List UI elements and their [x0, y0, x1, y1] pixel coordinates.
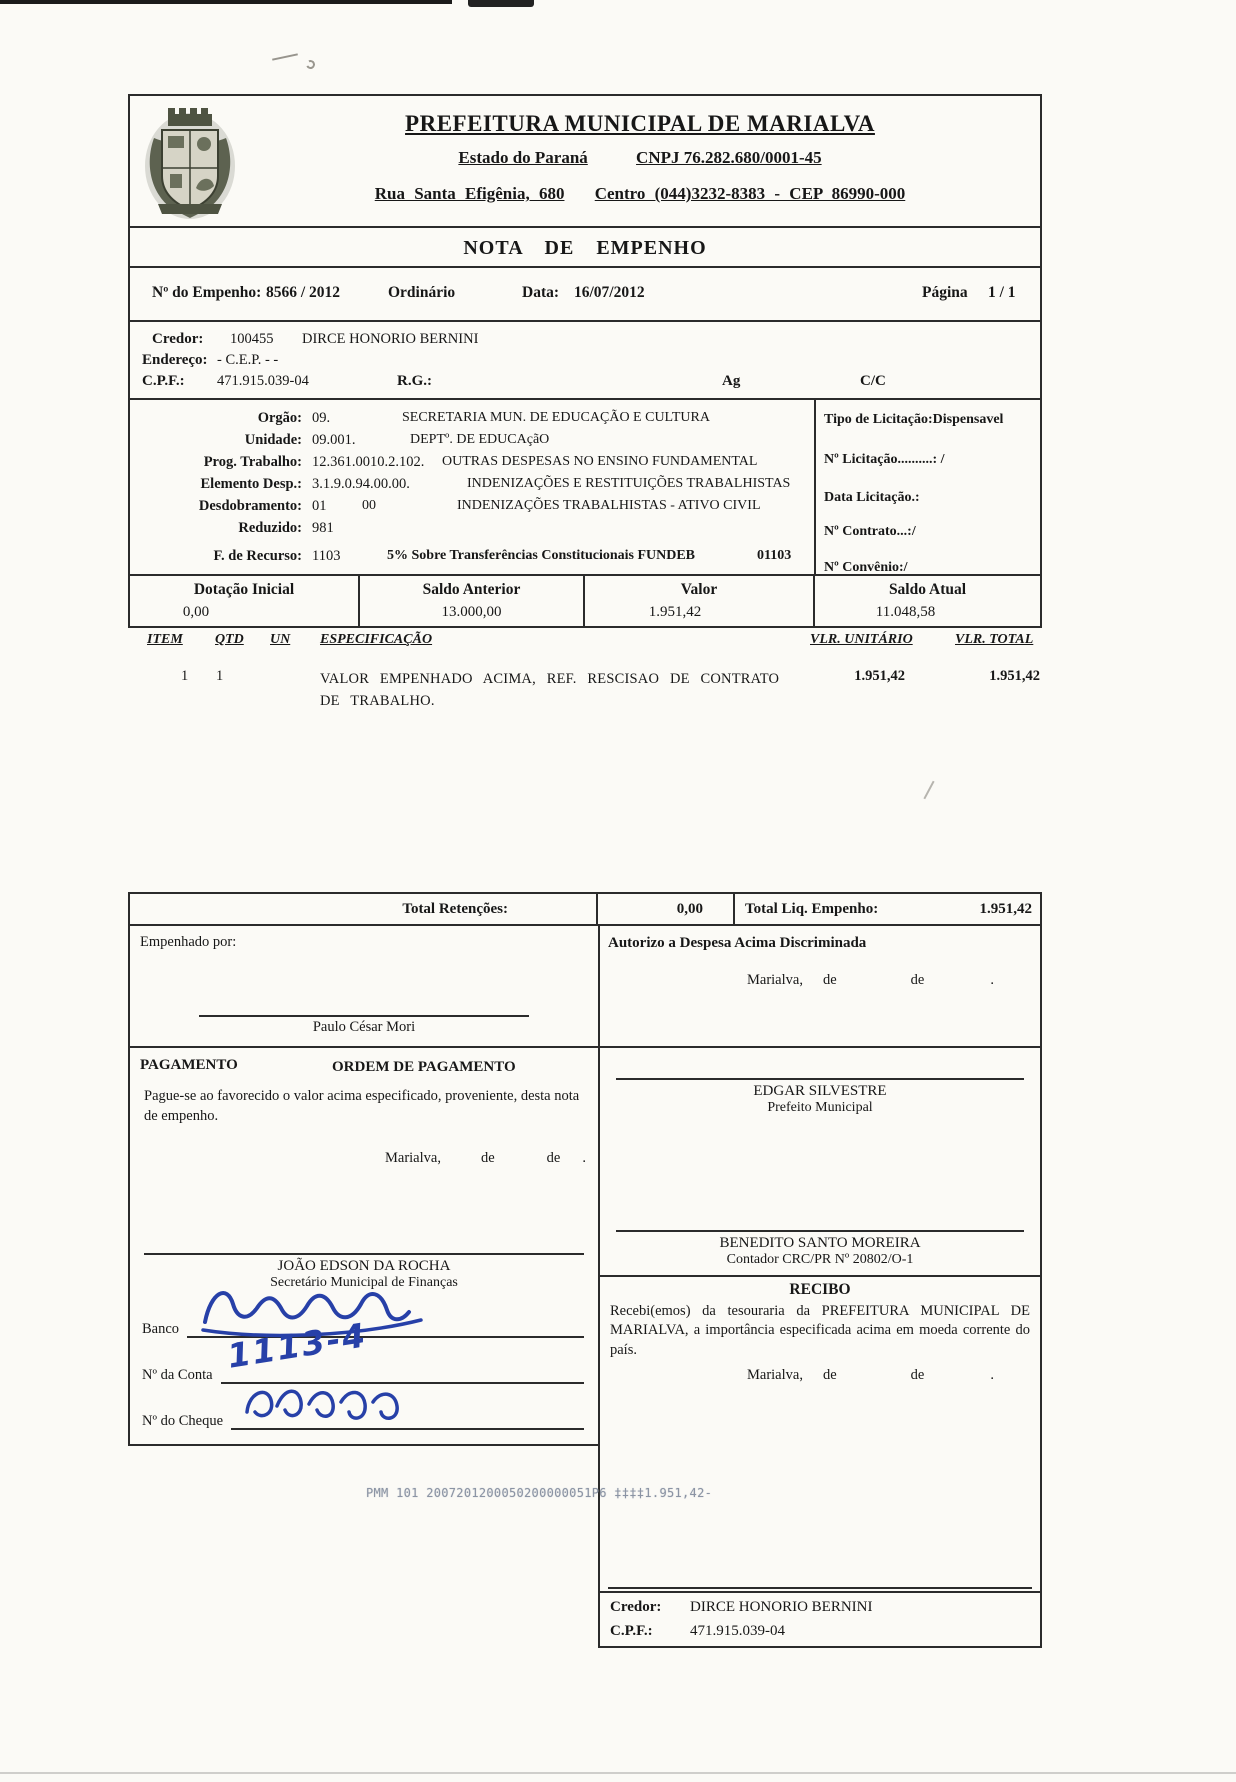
unidade-description: DEPTº. DE EDUCAçãO [410, 432, 550, 447]
autorizacao-date-line [600, 972, 1040, 989]
saldo-atual-header: Saldo Atual [888, 581, 967, 598]
contador-signature-block [600, 1230, 1040, 1269]
recibo-credor-box [598, 1593, 1042, 1648]
de-label: de [822, 1366, 837, 1383]
conta-number-handwriting: 1113-4 [224, 1315, 370, 1376]
valor-value: 1.951,42 [648, 603, 702, 620]
licitacao-data: Data Licitação.: [824, 490, 920, 505]
prog-trabalho-description: OUTRAS DESPESAS NO ENSINO FUNDAMENTAL [442, 454, 758, 469]
creditor-label: Credor: [152, 331, 204, 347]
conta-fill-line [221, 1370, 584, 1384]
prefeito-signature-block [600, 1078, 1040, 1117]
scan-artifact-bottom-line [0, 1772, 1236, 1774]
liquido-value: 1.951,42 [979, 901, 1032, 917]
secretario-role: Secretário Municipal de Finanças [270, 1275, 458, 1291]
page-label: Página [922, 284, 968, 301]
recibo-cpf-value: 471.915.039-04 [690, 1623, 785, 1639]
elemento-code: 3.1.9.0.94.00.00. [312, 476, 410, 492]
totals-row [128, 892, 1042, 926]
pen-mark-artifact [272, 53, 298, 60]
elemento-row [130, 476, 814, 496]
recibo-title: RECIBO [789, 1281, 851, 1298]
cpf-label: C.P.F.: [142, 373, 185, 389]
recibo-box [598, 1277, 1042, 1593]
ordem-pagamento-title: ORDEM DE PAGAMENTO [332, 1059, 516, 1075]
period-mark: . [582, 1150, 586, 1166]
dot-matrix-footer-line: PMM 101 2007201200050200000051P6 ‡‡‡‡1.951,42- [366, 1486, 713, 1500]
contador-signature-line [616, 1230, 1024, 1232]
autorizacao-box [598, 926, 1042, 1048]
retencoes-value: 0,00 [676, 901, 703, 917]
secretario-name: JOÃO EDSON DA ROCHA [277, 1258, 451, 1275]
valor-cell [585, 576, 815, 626]
desdobramento-code1: 01 [312, 498, 327, 514]
item-total-value: 1.951,42 [989, 668, 1040, 684]
recibo-credor-row [610, 1598, 1040, 1622]
cpf-value: 471.915.039-04 [217, 373, 309, 389]
items-table-body [128, 654, 1042, 892]
pen-mark-artifact [305, 59, 317, 71]
prog-trabalho-row [130, 454, 814, 474]
scan-artifact-top-blob [468, 0, 534, 7]
secretario-signature-line [144, 1253, 584, 1255]
left-column [128, 926, 598, 1446]
banco-fill-line [187, 1324, 584, 1338]
document-type-bar [130, 228, 1040, 268]
contador-role: Contador CRC/PR Nº 20802/O-1 [726, 1252, 914, 1268]
recibo-credor-label: Credor: [610, 1599, 662, 1615]
balances-table [130, 576, 1040, 626]
saldo-atual-cell [815, 576, 1040, 626]
dotacao-inicial-value: 0,00 [182, 603, 210, 620]
reduzido-row [130, 520, 814, 540]
orgao-label: Orgão: [257, 410, 302, 426]
valor-header: Valor [680, 581, 718, 598]
items-table-header [128, 628, 1042, 654]
de-label: de [822, 972, 837, 988]
date-label: Data: [522, 284, 560, 301]
elemento-description: INDENIZAÇÕES E RESTITUIÇÕES TRABALHISTAS [467, 476, 791, 491]
empenhado-signer-name: Paulo César Mori [312, 1019, 416, 1036]
orgao-row [130, 410, 814, 430]
state-and-cnpj-line [240, 148, 1040, 168]
unidade-row [130, 432, 814, 452]
city-label: Marialva, [747, 1366, 803, 1383]
budget-classification-block [130, 400, 1040, 576]
page-value: 1 / 1 [988, 284, 1016, 301]
dotacao-inicial-cell [130, 576, 360, 626]
pagamento-label: PAGAMENTO [140, 1057, 238, 1073]
autorizacao-title: Autorizo a Despesa Acima Discriminada [608, 935, 867, 951]
recibo-date-line [600, 1367, 1040, 1384]
creditor-block [130, 322, 1040, 400]
orgao-code: 09. [312, 410, 331, 426]
period-mark: . [990, 972, 994, 988]
un-col-header: UN [270, 632, 291, 647]
dotacao-inicial-header: Dotação Inicial [193, 581, 295, 598]
fonte-recurso-label: F. de Recurso: [213, 548, 302, 564]
city-label: Marialva, [385, 1150, 441, 1166]
date-value: 16/07/2012 [574, 284, 645, 301]
vlr-unitario-col-header: VLR. UNITÁRIO [810, 632, 913, 647]
document-type-title: NOTA DE EMPENHO [463, 237, 707, 259]
scan-artifact-top-line [0, 0, 452, 4]
vlr-total-col-header: VLR. TOTAL [955, 632, 1034, 647]
licitacao-numero: Nº Licitação..........: / [824, 452, 945, 467]
contador-name: BENEDITO SANTO MOREIRA [719, 1235, 921, 1252]
licitacao-panel [814, 400, 1042, 574]
pagamento-text: Pague-se ao favorecido o valor acima especificado, proveniente, desta nota de empenho. [144, 1088, 580, 1124]
city-label: Marialva, [747, 972, 803, 988]
letterhead-text [240, 96, 1040, 204]
item-specification: VALOR EMPENHADO ACIMA, REF. RESCISAO DE CONTRATO DE TRABALHO. [320, 671, 780, 710]
fonte-recurso-description: 5% Sobre Transferências Constitucionais FUNDEB [387, 548, 696, 563]
item-unit-value: 1.951,42 [854, 668, 905, 684]
municipality-title: PREFEITURA MUNICIPAL DE MARIALVA [405, 111, 875, 136]
fonte-recurso-row [130, 548, 814, 568]
recibo-cpf-row [610, 1622, 1040, 1646]
saldo-anterior-cell [360, 576, 585, 626]
desdobramento-code2: 00 [362, 498, 376, 513]
address-label: Endereço: [142, 352, 208, 368]
empenhado-por-label: Empenhado por: [140, 934, 237, 950]
item-quantity: 1 [216, 668, 224, 684]
address-line [240, 184, 1040, 204]
signatures-grid [128, 926, 1042, 1648]
recibo-signature-line [608, 1587, 1032, 1589]
prefeito-contador-box [598, 1048, 1042, 1277]
contrato-numero: Nº Contrato...:/ [824, 524, 916, 539]
item-number: 1 [181, 668, 189, 684]
contact-info: Centro (044)3232-8383 - CEP 86990-000 [594, 183, 906, 203]
liquido-cell [735, 894, 1040, 924]
unidade-label: Unidade: [244, 432, 302, 448]
reduzido-value: 981 [312, 520, 334, 536]
upper-bordered-block [128, 94, 1042, 628]
agency-label: Ag [722, 373, 741, 389]
recibo-text: Recebi(emos) da tesouraria da PREFEITURA MUNICIPAL DE MARIALVA, a importância especificada acima em moeda corrente do país. [610, 1302, 1030, 1359]
letterhead [130, 96, 1040, 228]
state-label: Estado do Paraná [458, 147, 588, 167]
banco-field [142, 1316, 584, 1338]
empenho-type: Ordinário [388, 284, 456, 301]
convenio-numero: Nº Convênio:/ [824, 560, 908, 575]
saldo-anterior-value: 13.000,00 [441, 603, 502, 620]
empenho-number-label: Nº do Empenho: [152, 284, 262, 301]
empenho-number: 8566 / 2012 [266, 284, 341, 301]
municipal-coat-of-arms-logo [144, 104, 236, 220]
creditor-code: 100455 [230, 331, 274, 347]
account-label: C/C [860, 373, 886, 389]
saldo-atual-value: 11.048,58 [875, 603, 936, 620]
de-label: de [480, 1150, 495, 1166]
empenhado-signature-line [199, 1015, 529, 1017]
empenhado-por-box [128, 926, 598, 1048]
licitacao-tipo: Tipo de Licitação:Dispensavel [824, 412, 1004, 427]
cnpj-value: CNPJ 76.282.680/0001-45 [636, 147, 822, 167]
banco-label: Banco [142, 1320, 180, 1337]
right-column [598, 926, 1042, 1648]
prefeito-signature-line [616, 1078, 1024, 1080]
address-value: - C.E.P. - - [217, 352, 279, 368]
creditor-name: DIRCE HONORIO BERNINI [302, 331, 479, 347]
nota-de-empenho-document [128, 94, 1042, 1648]
pagamento-date-line [130, 1150, 598, 1167]
desdobramento-description: INDENIZAÇÕES TRABALHISTAS - ATIVO CIVIL [457, 498, 761, 513]
retencoes-value-cell [598, 894, 735, 924]
desdobramento-label: Desdobramento: [198, 498, 302, 514]
fonte-recurso-code: 1103 [312, 548, 341, 564]
de-label: de [910, 972, 925, 988]
prefeito-name: EDGAR SILVESTRE [753, 1083, 887, 1099]
reduzido-label: Reduzido: [238, 520, 302, 536]
cheque-field [142, 1408, 584, 1430]
elemento-label: Elemento Desp.: [200, 476, 302, 492]
pagamento-box [128, 1048, 598, 1446]
item-col-header: ITEM [147, 632, 183, 647]
conta-label: Nº da Conta [142, 1366, 213, 1383]
recibo-cpf-label: C.P.F.: [610, 1623, 653, 1639]
prog-trabalho-label: Prog. Trabalho: [203, 454, 302, 470]
orgao-description: SECRETARIA MUN. DE EDUCAÇÃO E CULTURA [402, 410, 710, 425]
cheque-label: Nº do Cheque [142, 1412, 224, 1429]
period-mark: . [990, 1366, 994, 1383]
saldo-anterior-header: Saldo Anterior [422, 581, 521, 598]
unidade-code: 09.001. [312, 432, 356, 448]
retencoes-label-cell [130, 894, 598, 924]
street-address: Rua Santa Efigênia, 680 [374, 183, 565, 203]
prog-trabalho-code: 12.361.0010.2.102. [312, 454, 425, 470]
prefeito-role: Prefeito Municipal [767, 1100, 873, 1115]
retencoes-label: Total Retenções: [402, 901, 508, 917]
qtd-col-header: QTD [215, 632, 244, 647]
desdobramento-row [130, 498, 814, 518]
especificacao-col-header: ESPECIFICAÇÃO [320, 632, 433, 647]
recibo-credor-name: DIRCE HONORIO BERNINI [690, 1599, 873, 1615]
de-label: de [546, 1150, 561, 1166]
liquido-label: Total Liq. Empenho: [745, 901, 879, 917]
fonte-recurso-number: 01103 [757, 548, 792, 563]
cheque-fill-line [231, 1416, 584, 1430]
rg-label: R.G.: [397, 373, 432, 389]
de-label: de [910, 1366, 925, 1383]
pagamento-header [130, 1048, 598, 1078]
empenho-info-row [130, 268, 1040, 322]
